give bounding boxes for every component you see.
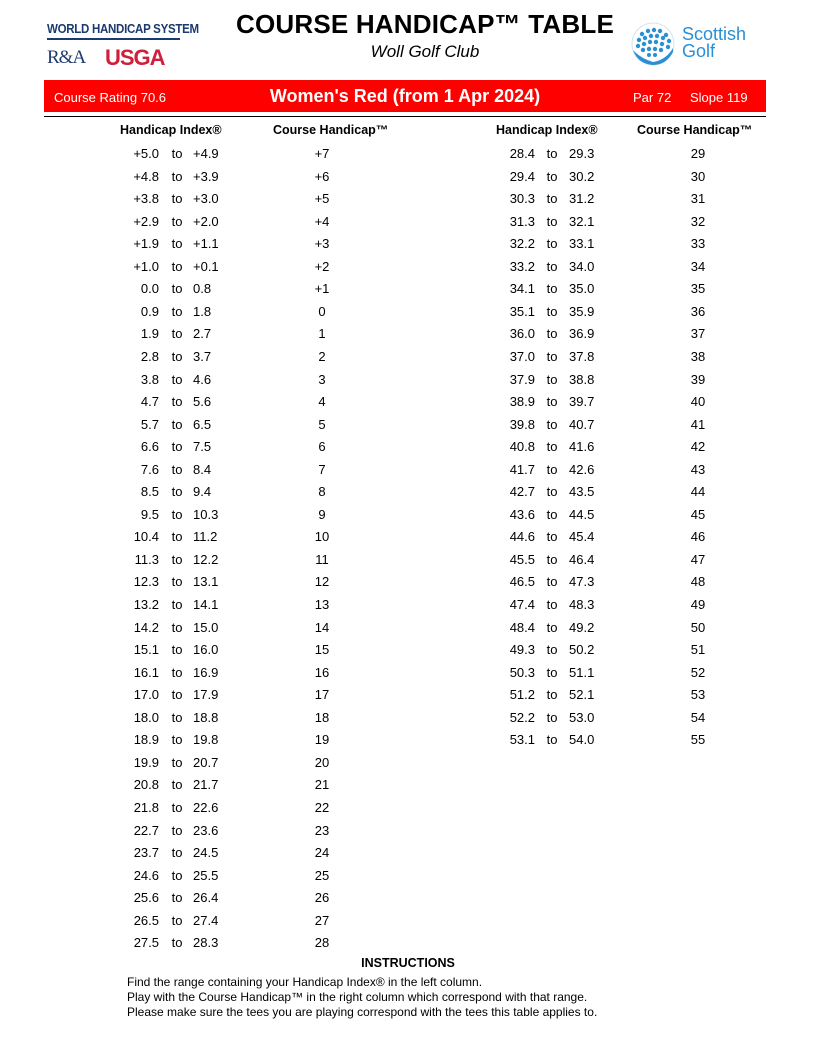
- scottish-golf-line1: Scottish: [682, 24, 747, 44]
- to-label: to: [546, 394, 558, 410]
- course-handicap-value: 7: [318, 461, 326, 477]
- course-handicap-value: 17: [314, 687, 330, 703]
- course-handicap-value: 32: [690, 213, 706, 229]
- index-to: 32.1: [569, 213, 595, 229]
- index-from: 40.8: [509, 439, 535, 455]
- course-handicap-value: 21: [314, 777, 330, 793]
- to-label: to: [171, 236, 183, 252]
- course-handicap-value: 47: [690, 551, 706, 567]
- course-handicap-value: 44: [690, 484, 706, 500]
- course-handicap-value: +2: [314, 258, 330, 274]
- index-from: 5.7: [140, 416, 159, 432]
- index-from: +1.0: [133, 258, 159, 274]
- course-handicap-value: 18: [314, 709, 330, 725]
- to-label: to: [171, 687, 183, 703]
- to-label: to: [546, 258, 558, 274]
- course-handicap-value: 13: [314, 597, 330, 612]
- to-label: to: [546, 642, 558, 658]
- index-from: +3.8: [133, 191, 159, 207]
- course-handicap-value: +5: [314, 191, 330, 207]
- index-to: 18.8: [193, 709, 219, 725]
- index-from: 18.9: [133, 732, 159, 748]
- index-from: 1.9: [140, 326, 159, 342]
- index-to: 52.1: [569, 687, 595, 703]
- index-from: 26.5: [133, 912, 159, 928]
- course-handicap-value: 41: [690, 416, 706, 432]
- index-from: 13.2: [133, 597, 159, 612]
- course-handicap-value: 23: [314, 822, 330, 838]
- index-to: 14.1: [193, 597, 219, 612]
- course-handicap-value: 40: [690, 394, 706, 410]
- index-to: 2.7: [193, 326, 212, 342]
- course-handicap-value: 50: [690, 619, 706, 635]
- index-to: 51.1: [569, 664, 595, 680]
- course-handicap-value: 46: [690, 529, 706, 545]
- left-course-handicap-header: Course Handicap™: [273, 123, 389, 137]
- to-label: to: [546, 281, 558, 297]
- index-from: 41.7: [509, 461, 535, 477]
- scottish-golf-logo: [630, 22, 770, 66]
- to-label: to: [171, 326, 183, 342]
- course-handicap-value: 9: [318, 506, 326, 522]
- to-label: to: [171, 168, 183, 184]
- index-to: 49.2: [569, 619, 595, 635]
- index-to: 6.5: [193, 416, 212, 432]
- course-handicap-value: 4: [318, 394, 326, 410]
- index-to: 17.9: [193, 687, 219, 703]
- index-to: 20.7: [193, 754, 219, 770]
- index-from: +2.9: [133, 213, 159, 229]
- to-label: to: [546, 236, 558, 252]
- course-handicap-value: +1: [314, 281, 330, 297]
- partner-logos: [47, 45, 187, 71]
- index-from: 12.3: [133, 574, 159, 590]
- to-label: to: [171, 574, 183, 590]
- index-from: 44.6: [509, 529, 535, 545]
- to-label: to: [171, 258, 183, 274]
- course-handicap-value: 55: [690, 732, 706, 748]
- to-label: to: [546, 709, 558, 725]
- index-to: 21.7: [193, 777, 219, 793]
- index-from: 16.1: [133, 664, 159, 680]
- to-label: to: [171, 394, 183, 410]
- to-label: to: [171, 439, 183, 455]
- index-from: 0.0: [140, 281, 159, 297]
- index-from: 50.3: [509, 664, 535, 680]
- to-label: to: [171, 506, 183, 522]
- index-to: 3.7: [193, 348, 212, 364]
- index-from: 8.5: [140, 484, 159, 500]
- index-to: 27.4: [193, 912, 219, 928]
- index-from: 15.1: [133, 642, 159, 658]
- index-to: 16.9: [193, 664, 219, 680]
- index-to: +1.1: [193, 236, 219, 252]
- index-from: 35.1: [509, 303, 535, 319]
- index-to: 15.0: [193, 619, 219, 635]
- index-to: 50.2: [569, 642, 595, 658]
- to-label: to: [171, 709, 183, 725]
- course-handicap-value: 25: [314, 867, 330, 883]
- to-label: to: [171, 281, 183, 297]
- index-to: 47.3: [569, 574, 595, 590]
- index-from: 17.0: [133, 687, 159, 703]
- course-handicap-value: 39: [690, 371, 706, 387]
- to-label: to: [171, 551, 183, 567]
- index-to: 10.3: [193, 506, 219, 522]
- course-handicap-value: 37: [690, 326, 706, 342]
- index-from: +1.9: [133, 236, 159, 252]
- index-from: 30.3: [509, 191, 535, 207]
- course-handicap-value: 12: [314, 574, 330, 590]
- to-label: to: [546, 416, 558, 432]
- course-handicap-value: 28: [314, 935, 330, 951]
- whs-underline: [47, 38, 180, 40]
- index-from: 51.2: [509, 687, 535, 703]
- course-handicap-value: 15: [314, 642, 330, 658]
- scottish-golf-line2: Golf: [682, 41, 716, 61]
- index-to: 7.5: [193, 439, 212, 455]
- to-label: to: [171, 303, 183, 319]
- header-divider: [44, 116, 766, 117]
- index-from: 53.1: [509, 732, 535, 748]
- index-from: 32.2: [509, 236, 535, 252]
- course-handicap-value: 26: [314, 890, 330, 906]
- index-to: 46.4: [569, 551, 595, 567]
- instruction-line-3: Please make sure the tees you are playing correspond with the tees this table applies to.: [127, 1005, 598, 1019]
- instruction-line-1: Find the range containing your Handicap Index® in the left column.: [127, 975, 483, 989]
- index-from: 47.4: [509, 597, 535, 612]
- usga-logo: USGA: [105, 45, 165, 70]
- to-label: to: [546, 439, 558, 455]
- index-from: 34.1: [509, 281, 535, 297]
- course-handicap-value: 6: [318, 439, 326, 455]
- index-from: +5.0: [133, 146, 159, 161]
- course-handicap-value: 48: [690, 574, 706, 590]
- course-handicap-value: 30: [690, 168, 706, 184]
- index-to: 44.5: [569, 506, 595, 522]
- index-from: 25.6: [133, 890, 159, 906]
- right-handicap-index-header: Handicap Index®: [496, 123, 598, 137]
- to-label: to: [171, 754, 183, 770]
- to-label: to: [171, 845, 183, 861]
- course-handicap-value: +7: [314, 146, 330, 161]
- index-to: 53.0: [569, 709, 595, 725]
- course-handicap-value: 5: [318, 416, 326, 432]
- course-handicap-value: 1: [318, 326, 326, 342]
- slope-value: Slope 119: [690, 90, 748, 105]
- to-label: to: [546, 168, 558, 184]
- whs-logo: [47, 22, 199, 71]
- whs-text: WORLD HANDICAP SYSTEM: [47, 22, 199, 36]
- index-to: 45.4: [569, 529, 595, 545]
- course-handicap-value: 42: [690, 439, 706, 455]
- index-to: 38.8: [569, 371, 595, 387]
- index-to: 37.8: [569, 348, 595, 364]
- to-label: to: [546, 303, 558, 319]
- to-label: to: [171, 371, 183, 387]
- index-to: 23.6: [193, 822, 219, 838]
- to-label: to: [171, 912, 183, 928]
- index-from: 45.5: [509, 551, 535, 567]
- index-to: 28.3: [193, 935, 219, 951]
- index-to: +3.9: [193, 168, 219, 184]
- scottish-golf-text: [682, 26, 746, 60]
- index-to: 24.5: [193, 845, 219, 861]
- index-to: 5.6: [193, 394, 212, 410]
- course-handicap-value: 22: [314, 799, 330, 815]
- to-label: to: [171, 777, 183, 793]
- to-label: to: [546, 619, 558, 635]
- index-from: 28.4: [509, 146, 535, 161]
- course-handicap-value: 14: [314, 619, 330, 635]
- index-from: 37.0: [509, 348, 535, 364]
- index-to: 31.2: [569, 191, 595, 207]
- index-from: 37.9: [509, 371, 535, 387]
- to-label: to: [171, 619, 183, 635]
- index-from: 0.9: [140, 303, 159, 319]
- index-from: 24.6: [133, 867, 159, 883]
- course-handicap-value: 3: [318, 371, 326, 387]
- course-handicap-value: 27: [314, 912, 330, 928]
- to-label: to: [546, 732, 558, 748]
- course-handicap-value: 19: [314, 732, 330, 748]
- index-from: 27.5: [133, 935, 159, 951]
- index-to: 8.4: [193, 461, 212, 477]
- index-from: 2.8: [140, 348, 159, 364]
- course-handicap-value: +3: [314, 236, 330, 252]
- index-to: 39.7: [569, 394, 595, 410]
- to-label: to: [546, 326, 558, 342]
- index-from: 20.8: [133, 777, 159, 793]
- course-handicap-value: 52: [690, 664, 706, 680]
- index-to: 41.6: [569, 439, 595, 455]
- course-handicap-value: 35: [690, 281, 706, 297]
- index-to: +4.9: [193, 146, 219, 161]
- index-from: 33.2: [509, 258, 535, 274]
- course-handicap-value: 49: [690, 597, 706, 612]
- to-label: to: [171, 799, 183, 815]
- course-handicap-value: 16: [314, 664, 330, 680]
- to-label: to: [171, 822, 183, 838]
- to-label: to: [171, 146, 183, 161]
- to-label: to: [546, 597, 558, 612]
- to-label: to: [546, 687, 558, 703]
- index-to: 42.6: [569, 461, 595, 477]
- to-label: to: [546, 529, 558, 545]
- page-title: COURSE HANDICAP™ TABLE: [235, 9, 615, 39]
- to-label: to: [171, 664, 183, 680]
- course-handicap-value: 29: [690, 146, 706, 161]
- index-from: 29.4: [509, 168, 535, 184]
- index-to: 1.8: [193, 303, 212, 319]
- to-label: to: [171, 890, 183, 906]
- index-to: 26.4: [193, 890, 219, 906]
- index-from: 42.7: [509, 484, 535, 500]
- tee-info-bar: [44, 80, 766, 112]
- par-value: Par 72: [633, 90, 672, 105]
- index-from: 18.0: [133, 709, 159, 725]
- course-handicap-value: 8: [318, 484, 326, 500]
- course-handicap-value: 45: [690, 506, 706, 522]
- to-label: to: [171, 732, 183, 748]
- to-label: to: [171, 416, 183, 432]
- index-to: 33.1: [569, 236, 595, 252]
- to-label: to: [546, 348, 558, 364]
- to-label: to: [546, 574, 558, 590]
- index-from: 39.8: [509, 416, 535, 432]
- index-to: +0.1: [193, 258, 219, 274]
- index-from: 22.7: [133, 822, 159, 838]
- index-to: 12.2: [193, 551, 219, 567]
- index-to: 16.0: [193, 642, 219, 658]
- course-handicap-value: +4: [314, 213, 330, 229]
- index-to: 11.2: [193, 529, 218, 545]
- to-label: to: [171, 191, 183, 207]
- index-from: 36.0: [509, 326, 535, 342]
- to-label: to: [171, 213, 183, 229]
- index-from: +4.8: [133, 168, 159, 184]
- index-to: 48.3: [569, 597, 595, 612]
- course-handicap-value: 24: [314, 845, 330, 861]
- index-to: 40.7: [569, 416, 595, 432]
- index-to: 35.0: [569, 281, 595, 297]
- course-handicap-value: 11: [315, 551, 329, 567]
- index-from: 31.3: [509, 213, 535, 229]
- course-handicap-value: 2: [318, 348, 326, 364]
- left-handicap-index-header: Handicap Index®: [120, 123, 222, 137]
- index-to: 34.0: [569, 258, 595, 274]
- course-handicap-value: 43: [690, 461, 706, 477]
- to-label: to: [171, 348, 183, 364]
- course-handicap-value: 20: [314, 754, 330, 770]
- course-handicap-value: 31: [690, 191, 706, 207]
- index-from: 10.4: [133, 529, 159, 545]
- index-from: 7.6: [140, 461, 159, 477]
- course-handicap-value: 34: [690, 258, 706, 274]
- index-from: 23.7: [133, 845, 159, 861]
- index-from: 49.3: [509, 642, 535, 658]
- course-handicap-value: 53: [690, 687, 706, 703]
- index-from: 6.6: [140, 439, 159, 455]
- instructions-title: INSTRUCTIONS: [361, 956, 455, 970]
- to-label: to: [171, 484, 183, 500]
- randa-logo: R&A: [47, 47, 86, 68]
- index-to: +2.0: [193, 213, 219, 229]
- course-handicap-value: +6: [314, 168, 330, 184]
- index-from: 48.4: [509, 619, 535, 635]
- index-to: 43.5: [569, 484, 595, 500]
- to-label: to: [546, 506, 558, 522]
- index-to: 9.4: [193, 484, 212, 500]
- to-label: to: [546, 461, 558, 477]
- index-to: 29.3: [569, 146, 595, 161]
- index-from: 19.9: [133, 754, 159, 770]
- to-label: to: [546, 664, 558, 680]
- to-label: to: [171, 529, 183, 545]
- index-from: 43.6: [509, 506, 535, 522]
- to-label: to: [546, 191, 558, 207]
- to-label: to: [171, 935, 183, 951]
- course-handicap-value: 38: [690, 348, 706, 364]
- index-to: 0.8: [193, 281, 212, 297]
- index-to: 54.0: [569, 732, 595, 748]
- to-label: to: [171, 461, 183, 477]
- to-label: to: [171, 597, 183, 612]
- index-from: 38.9: [509, 394, 535, 410]
- club-name: Woll Golf Club: [370, 42, 480, 61]
- course-handicap-value: 33: [690, 236, 706, 252]
- to-label: to: [546, 146, 558, 161]
- golf-ball-icon: [630, 22, 676, 66]
- index-to: 19.8: [193, 732, 219, 748]
- index-from: 52.2: [509, 709, 535, 725]
- tee-name: Women's Red (from 1 Apr 2024): [269, 86, 541, 106]
- to-label: to: [546, 371, 558, 387]
- index-from: 3.8: [140, 371, 159, 387]
- index-to: 13.1: [193, 574, 219, 590]
- index-from: 9.5: [140, 506, 159, 522]
- course-handicap-value: 54: [690, 709, 706, 725]
- index-from: 4.7: [140, 394, 159, 410]
- index-to: 35.9: [569, 303, 595, 319]
- course-handicap-value: 0: [318, 303, 326, 319]
- to-label: to: [546, 484, 558, 500]
- index-to: 25.5: [193, 867, 219, 883]
- to-label: to: [171, 642, 183, 658]
- index-to: 4.6: [193, 371, 212, 387]
- course-handicap-value: 10: [314, 529, 330, 545]
- course-handicap-value: 51: [690, 642, 706, 658]
- right-course-handicap-header: Course Handicap™: [637, 123, 753, 137]
- index-to: 22.6: [193, 799, 219, 815]
- to-label: to: [171, 867, 183, 883]
- instruction-line-2: Play with the Course Handicap™ in the right column which correspond with that range.: [127, 990, 588, 1004]
- index-from: 14.2: [133, 619, 159, 635]
- index-from: 21.8: [133, 799, 159, 815]
- index-to: +3.0: [193, 191, 219, 207]
- to-label: to: [546, 213, 558, 229]
- index-from: 46.5: [509, 574, 535, 590]
- course-rating: Course Rating 70.6: [54, 90, 167, 105]
- index-to: 30.2: [569, 168, 595, 184]
- index-from: 11.3: [134, 551, 159, 567]
- index-to: 36.9: [569, 326, 595, 342]
- course-handicap-value: 36: [690, 303, 706, 319]
- to-label: to: [546, 551, 558, 567]
